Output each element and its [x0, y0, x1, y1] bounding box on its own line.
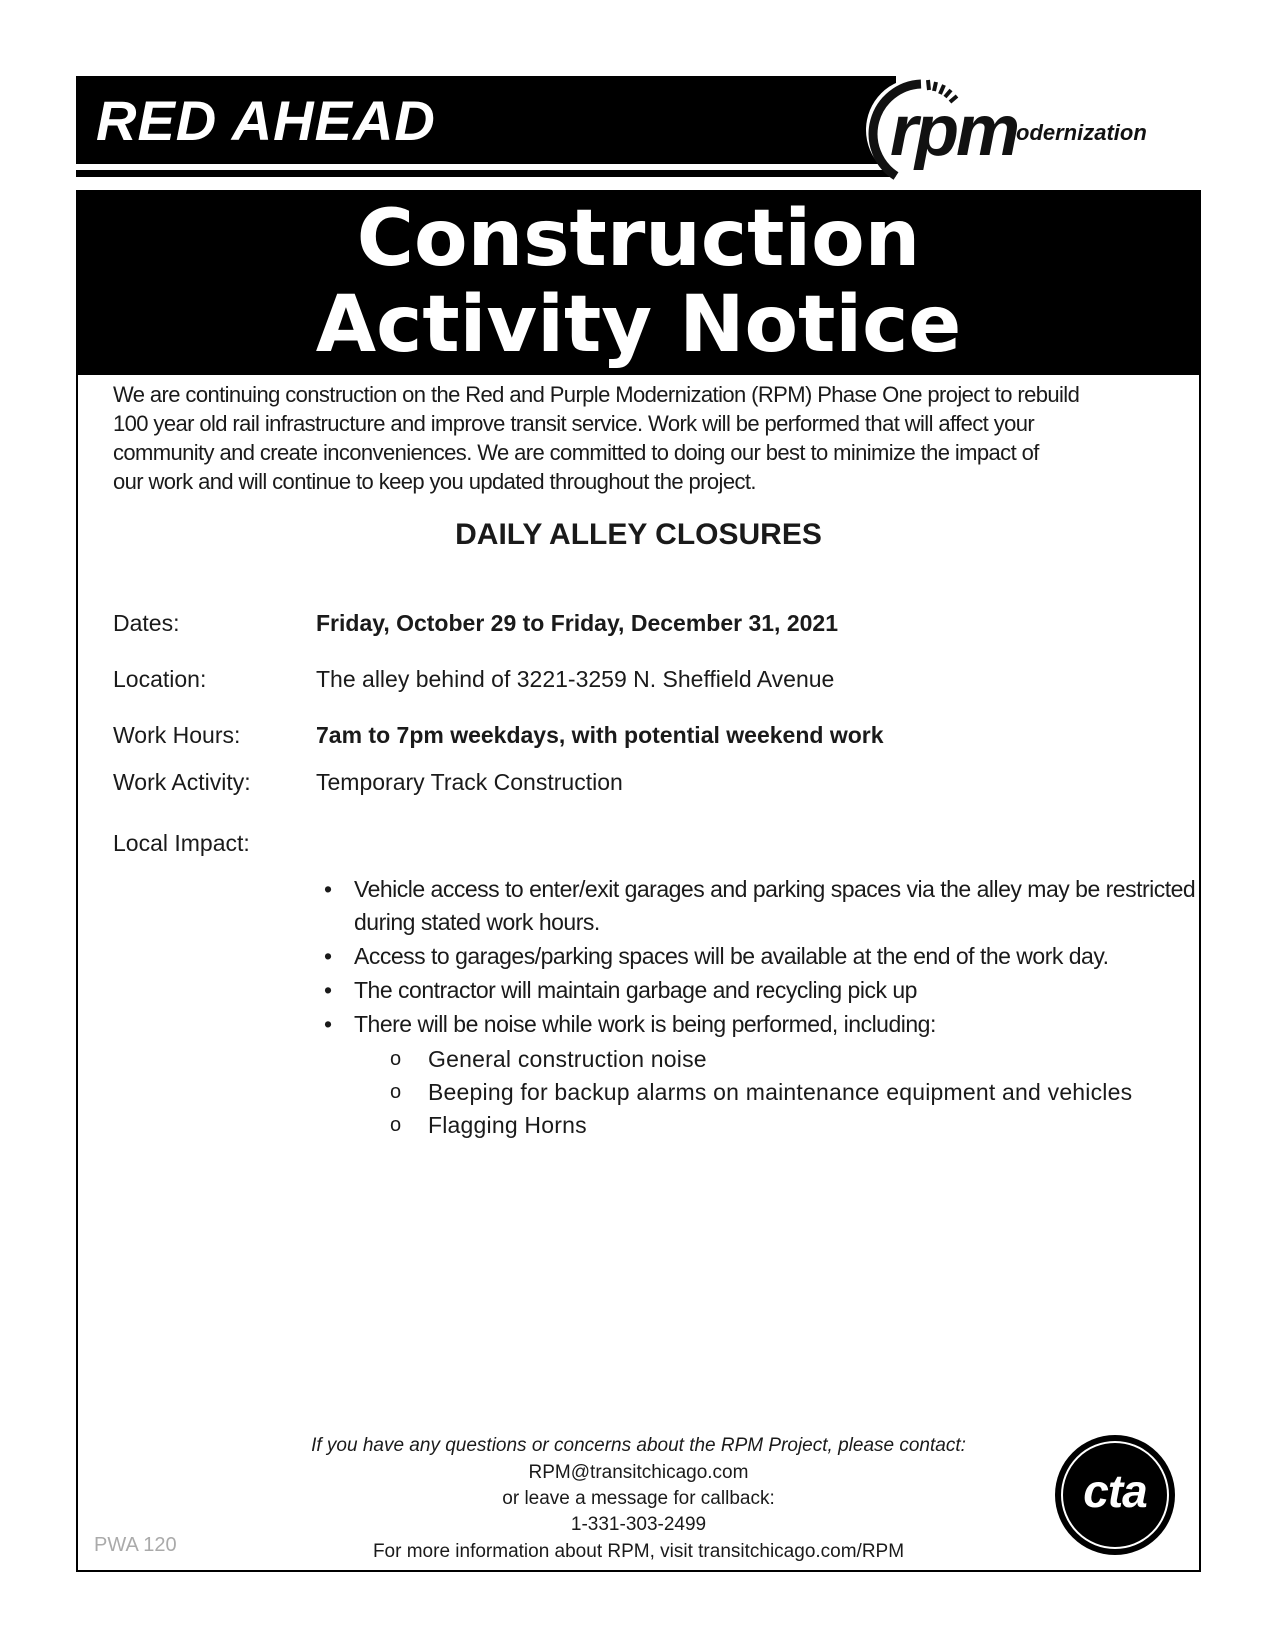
impact-item-text: There will be noise while work is being performed, including:	[354, 1011, 936, 1037]
bullet-icon: •	[324, 1011, 332, 1037]
work-hours-label: Work Hours:	[113, 722, 241, 748]
intro-line: 100 year old rail infrastructure and improve transit service. Work will be performed that will affect your	[113, 411, 1035, 436]
impact-item	[316, 873, 1196, 939]
noise-item	[390, 1109, 1132, 1142]
impact-item-text: Vehicle access to enter/exit garages and parking spaces via the alley may be restricted during stated work hours.	[354, 876, 1196, 935]
bullet-icon: •	[324, 977, 332, 1003]
red-ahead-logo: RED AHEAD	[96, 89, 436, 152]
cta-logo-text: cta	[1083, 1465, 1147, 1517]
impact-item	[316, 940, 1196, 973]
contact-phone[interactable]: 1-331-303-2499	[570, 1514, 707, 1535]
hollow-bullet-icon: o	[390, 1081, 402, 1103]
contact-email-link[interactable]: RPM@transitchicago.com	[528, 1462, 749, 1483]
contact-prompt: If you have any questions or concerns about the RPM Project, please contact:	[311, 1435, 966, 1456]
rpm-logo-text: rpm	[890, 91, 1018, 171]
more-info-link[interactable]: For more information about RPM, visit transitchicago.com/RPM	[372, 1541, 905, 1562]
hollow-bullet-icon: o	[390, 1114, 402, 1136]
notice-title-line-2: Activity Notice	[315, 280, 962, 370]
rpm-modernization-logo	[866, 76, 1196, 186]
notice-title-line-1: Construction	[356, 194, 921, 284]
work-activity-value: Temporary Track Construction	[316, 769, 623, 795]
bullet-icon: •	[324, 943, 332, 969]
intro-line: our work and will continue to keep you updated throughout the project.	[113, 469, 756, 494]
dates-label: Dates:	[113, 610, 180, 636]
callback-text: or leave a message for callback:	[502, 1488, 775, 1509]
impact-item	[316, 974, 1196, 1007]
local-impact-label: Local Impact:	[113, 830, 250, 856]
header-stripe	[76, 170, 896, 177]
noise-list	[390, 1043, 1132, 1142]
rpm-logo-subtext: odernization	[1016, 120, 1147, 145]
work-hours-value: 7am to 7pm weekdays, with potential weekend work	[316, 722, 884, 748]
noise-item-text: Beeping for backup alarms on maintenance equipment and vehicles	[428, 1079, 1133, 1105]
impact-item-text: The contractor will maintain garbage and recycling pick up	[354, 977, 917, 1003]
noise-item-text: Flagging Horns	[428, 1112, 587, 1138]
noise-item-text: General construction noise	[428, 1046, 707, 1072]
location-value: The alley behind of 3221-3259 N. Sheffield Avenue	[316, 666, 835, 692]
impact-item	[316, 1008, 1196, 1041]
location-label: Location:	[113, 666, 207, 692]
intro-line: community and create inconveniences. We are committed to doing our best to minimize the impact of	[113, 440, 1039, 465]
noise-item	[390, 1043, 1132, 1076]
noise-item	[390, 1076, 1132, 1109]
intro-line: We are continuing construction on the Red and Purple Modernization (RPM) Phase One project to rebuild	[113, 382, 1080, 407]
intro-paragraph	[113, 380, 1173, 496]
impact-list	[316, 873, 1196, 1042]
section-heading: DAILY ALLEY CLOSURES	[455, 518, 822, 551]
dates-value: Friday, October 29 to Friday, December 31, 2021	[316, 610, 838, 636]
bullet-icon: •	[324, 876, 332, 902]
hollow-bullet-icon: o	[390, 1048, 402, 1070]
form-code: PWA 120	[94, 1534, 177, 1556]
impact-item-text: Access to garages/parking spaces will be available at the end of the work day.	[354, 943, 1109, 969]
cta-logo	[1055, 1435, 1175, 1555]
work-activity-label: Work Activity:	[113, 769, 251, 795]
